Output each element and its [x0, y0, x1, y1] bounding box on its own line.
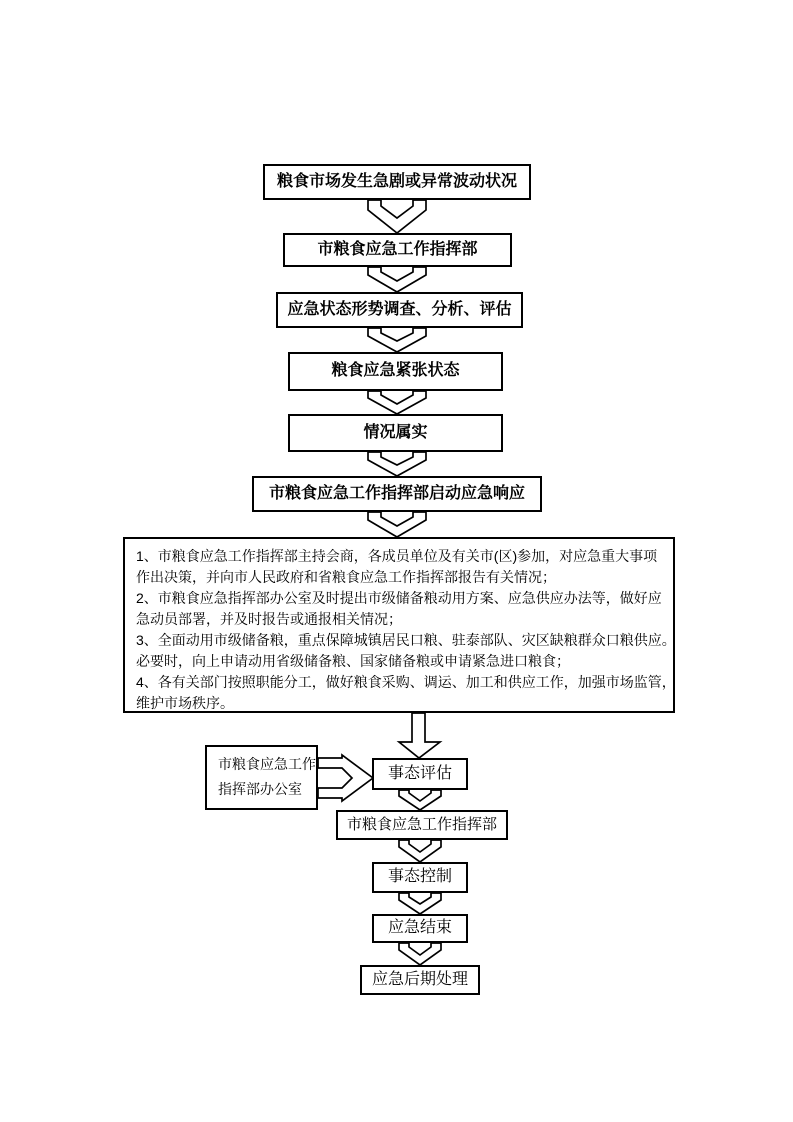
measure-line: 急动员部署，并及时报告或通报相关情况； — [136, 611, 402, 627]
chevron-down-arrow — [368, 391, 426, 414]
chevron-down-arrow — [368, 267, 426, 292]
chevron-down-arrow — [399, 943, 441, 965]
chevron-down-arrow — [399, 893, 441, 914]
measure-line: 4、各有关部门按照职能分工，做好粮食采购、调运、加工和供应工作，加强市场监管， — [136, 674, 676, 690]
measure-line: 维护市场秩序。 — [136, 695, 234, 711]
node-post-emergency-handling: 应急后期处理 — [360, 965, 480, 995]
chevron-right-arrow — [318, 755, 373, 801]
measure-line: 3、全面动用市级储备粮，重点保障城镇居民口粮、驻泰部队、灾区缺粮群众口粮供应。 — [136, 632, 676, 648]
node-situation-evaluation: 事态评估 — [372, 758, 468, 790]
node-emergency-headquarters: 市粮食应急工作指挥部 — [283, 233, 512, 267]
chevron-down-arrow — [368, 512, 426, 537]
office-line: 指挥部办公室 — [218, 781, 302, 797]
block-down-arrow — [399, 713, 440, 758]
node-headquarters-office — [205, 745, 318, 810]
node-emergency-headquarters-2: 市粮食应急工作指挥部 — [336, 810, 508, 840]
chevron-down-arrow — [368, 200, 426, 233]
measure-line: 必要时，向上申请动用省级储备粮、国家储备粮或申请紧急进口粮食； — [136, 653, 570, 669]
node-situation-investigation: 应急状态形势调查、分析、评估 — [276, 292, 523, 328]
node-activate-emergency-response: 市粮食应急工作指挥部启动应急响应 — [252, 476, 542, 512]
measure-line: 1、市粮食应急工作指挥部主持会商，各成员单位及有关市(区)参加，对应急重大事项 — [136, 548, 658, 564]
node-market-fluctuation: 粮食市场发生急剧或异常波动状况 — [263, 164, 531, 200]
office-line: 市粮食应急工作 — [218, 756, 316, 772]
chevron-down-arrow — [368, 328, 426, 352]
node-situation-verified: 情况属实 — [288, 414, 503, 452]
chevron-down-arrow — [399, 840, 441, 862]
node-response-measures — [123, 537, 675, 713]
measure-line: 作出决策，并向市人民政府和省粮食应急工作指挥部报告有关情况； — [136, 569, 556, 585]
node-grain-emergency-tension: 粮食应急紧张状态 — [288, 352, 503, 391]
measure-line: 2、市粮食应急指挥部办公室及时提出市级储备粮动用方案、应急供应办法等，做好应 — [136, 590, 662, 606]
node-emergency-end: 应急结束 — [372, 914, 468, 943]
chevron-down-arrow — [399, 790, 441, 810]
chevron-down-arrow — [368, 452, 426, 476]
node-situation-control: 事态控制 — [372, 862, 468, 893]
